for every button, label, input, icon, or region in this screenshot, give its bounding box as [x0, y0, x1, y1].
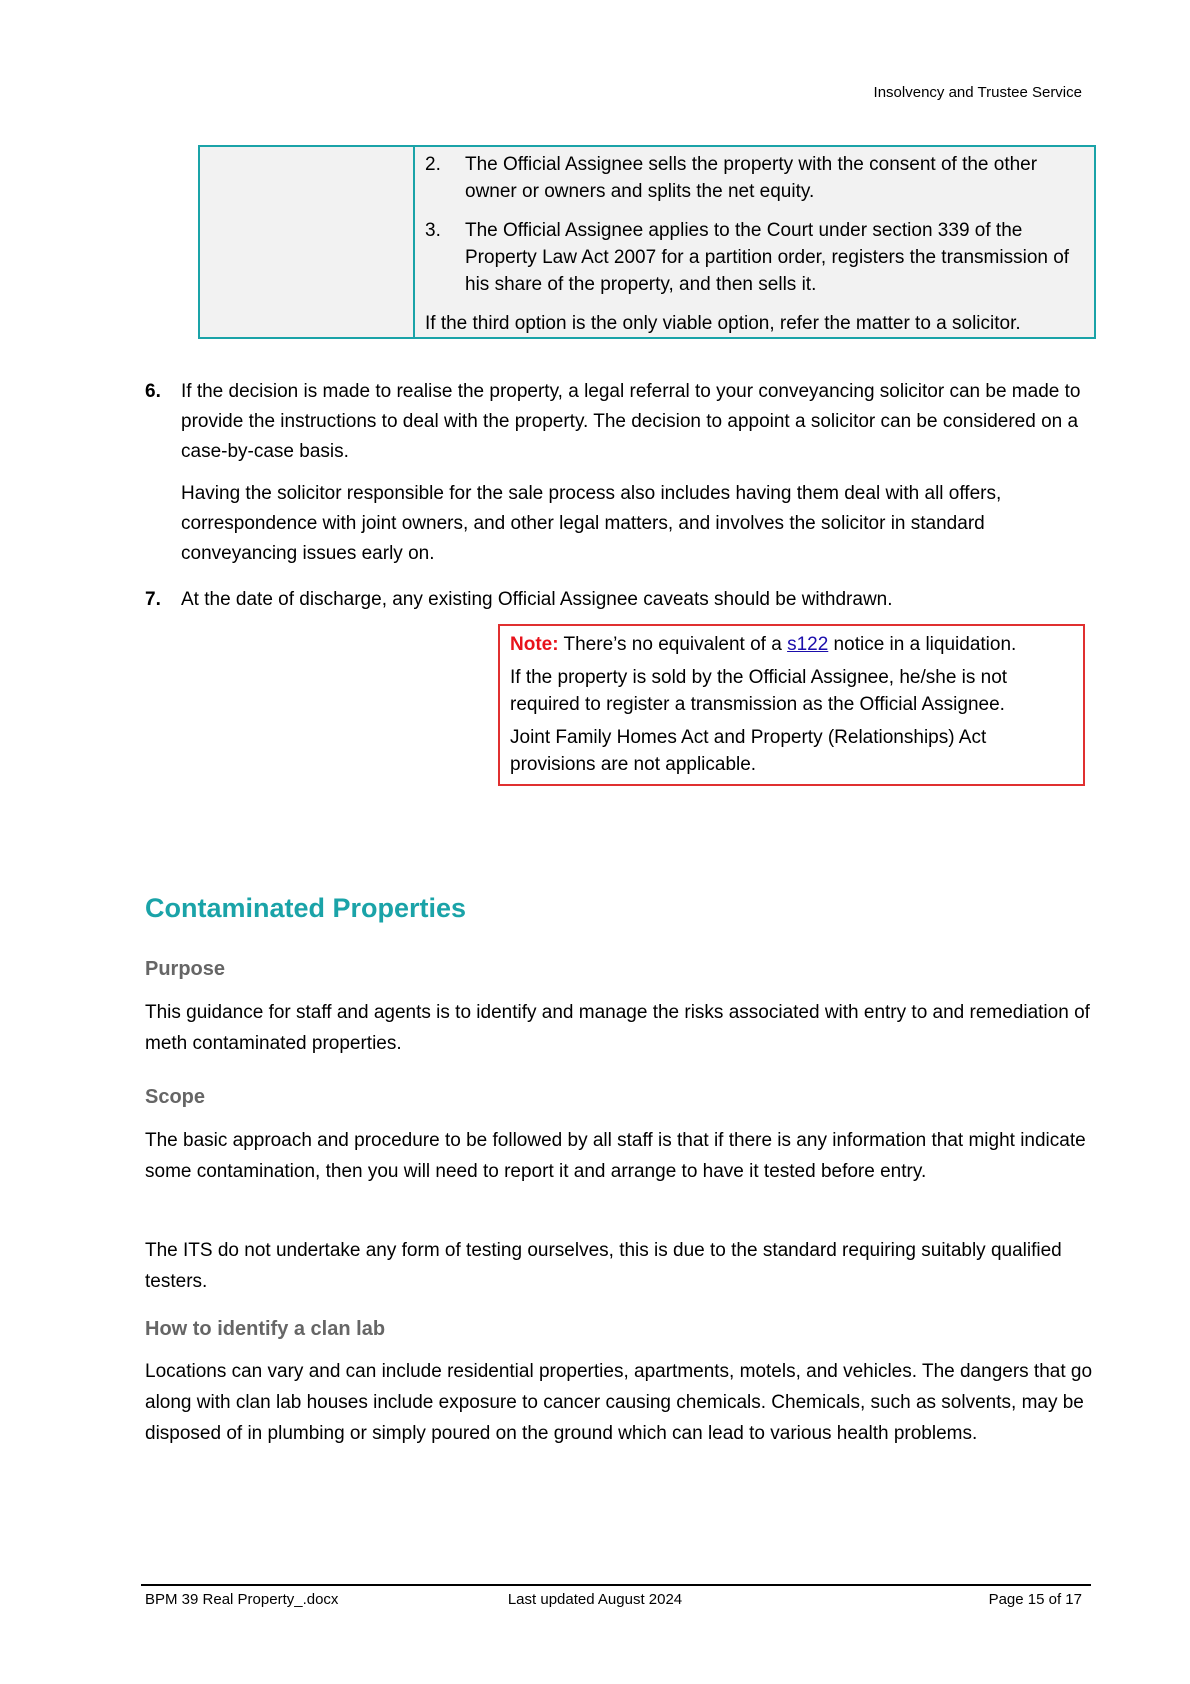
note-line-1	[510, 631, 1073, 658]
option-text: The Official Assignee sells the property with the consent of the other owner or owners and splits the net equity.	[465, 154, 1038, 202]
list-number: 6.	[145, 381, 161, 402]
option-text: The Official Assignee applies to the Court under section 339 of the Property Law Act 2007 for a partition order, registers the transmission of his share of the property, and then sells it.	[465, 220, 1070, 295]
clan-lab-text: Locations can vary and can include residential properties, apartments, motels, and vehicles. The dangers that go along with clan lab houses include exposure to cancer causing chemicals. Chemicals, such as solvents, may be disposed of in plumbing or simply poured on the ground which can lead to various health problems.	[145, 1361, 1093, 1444]
s122-link[interactable]: s122	[787, 634, 829, 655]
scope-heading: Scope	[145, 1086, 206, 1108]
option-number: 2.	[425, 154, 441, 175]
list-paragraph: If the decision is made to realise the property, a legal referral to your conveyancing solicitor can be made to provide the instructions to deal with the property. The decision to appoint a solicitor can be considered on a case-by-case basis.	[181, 381, 1081, 462]
purpose-heading: Purpose	[145, 958, 226, 980]
list-item-6	[145, 377, 1085, 569]
scope-text-1: The basic approach and procedure to be followed by all staff is that if there is any information that might indicate some contamination, then you will need to report it and arrange to have it tested before entry.	[145, 1130, 1086, 1182]
note-box	[498, 624, 1085, 786]
note-line-3: Joint Family Homes Act and Property (Relationships) Act provisions are not applicable.	[510, 727, 987, 775]
purpose-text: This guidance for staff and agents is to identify and manage the risks associated with entry to and remediation of meth contaminated properties.	[145, 1002, 1090, 1054]
table-closing-text: If the third option is the only viable option, refer the matter to a solicitor.	[425, 313, 1021, 334]
page-header: Insolvency and Trustee Service	[873, 84, 1082, 101]
footer-page-number: Page 15 of 17	[988, 1591, 1082, 1608]
note-text: There’s no equivalent of a	[558, 634, 788, 655]
list-paragraph: Having the solicitor responsible for the sale process also includes having them deal with all offers, correspondence with joint owners, and other legal matters, and involves the solicitor in standard conveyancing issues early on.	[181, 483, 1002, 564]
list-number: 7.	[145, 589, 161, 610]
note-label: Note:	[510, 634, 559, 655]
note-text: notice in a liquidation.	[828, 634, 1017, 655]
table-option-item	[425, 151, 1084, 205]
section-title: Contaminated Properties	[145, 893, 467, 923]
list-paragraph: At the date of discharge, any existing Official Assignee caveats should be withdrawn.	[181, 589, 893, 610]
table-empty-cell	[200, 147, 415, 337]
footer-updated: Last updated August 2024	[507, 1591, 683, 1608]
options-table	[198, 145, 1096, 339]
scope-text-2: The ITS do not undertake any form of testing ourselves, this is due to the standard requiring suitably qualified testers.	[145, 1240, 1062, 1292]
option-number: 3.	[425, 220, 441, 241]
table-option-item	[425, 217, 1084, 298]
list-item-7	[145, 585, 1085, 615]
clan-lab-heading: How to identify a clan lab	[145, 1318, 386, 1340]
footer-divider	[141, 1584, 1091, 1586]
footer-filename: BPM 39 Real Property_.docx	[145, 1591, 339, 1608]
table-content-cell	[415, 147, 1094, 337]
note-line-2: If the property is sold by the Official Assignee, he/she is not required to register a transmission as the Official Assignee.	[510, 667, 1008, 715]
